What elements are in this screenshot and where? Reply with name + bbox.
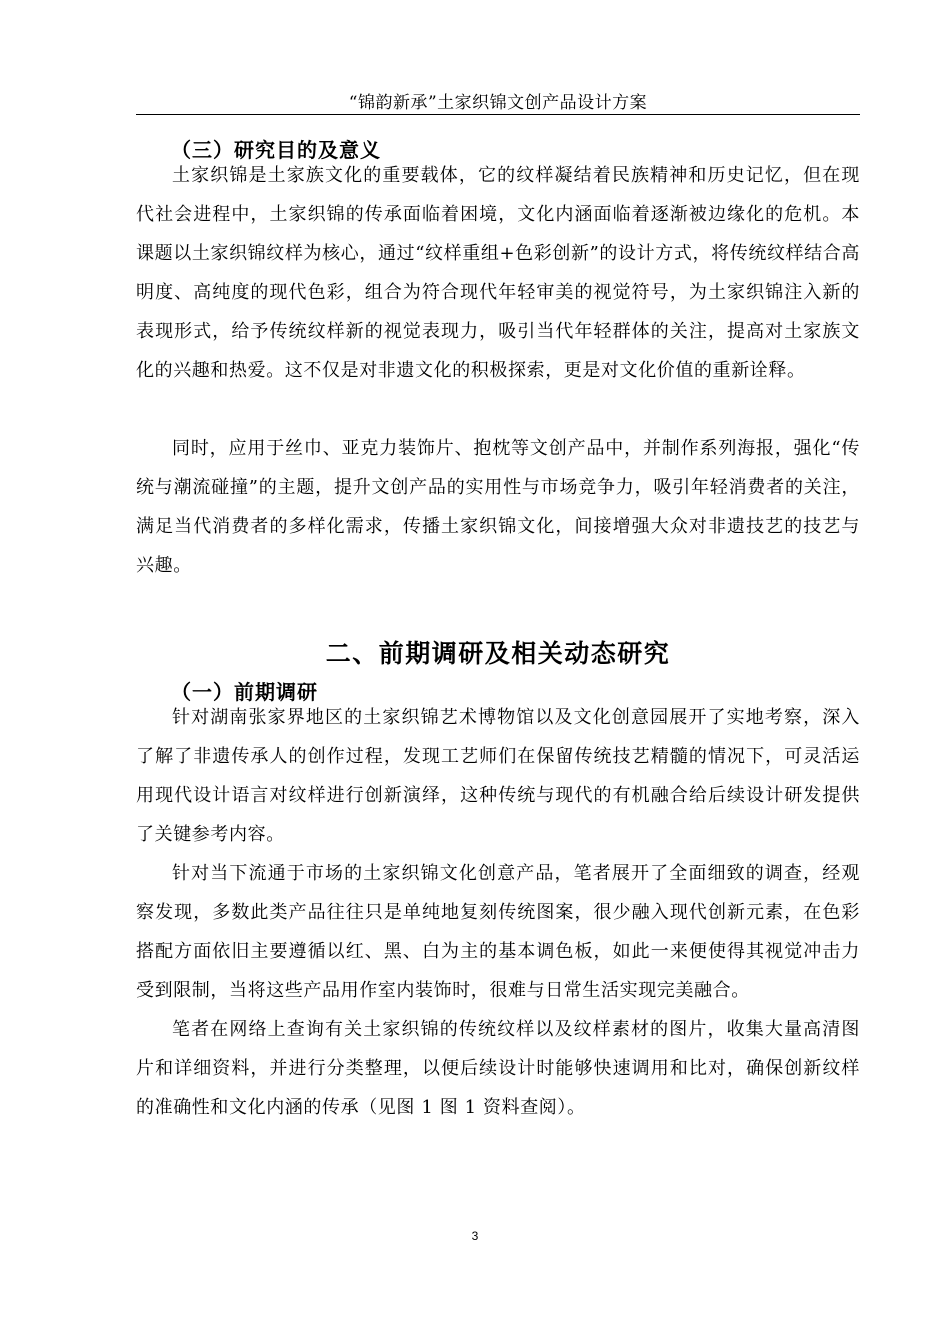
paragraph: 针对当下流通于市场的土家织锦文化创意产品，笔者展开了全面细致的调查，经观察发现，多数此类产品往往只是单纯地复刻传统图案，很少融入现代创新元素，在色彩搭配方面依旧主要遵循以红、黑、白为主的基本调色板，如此一来便使得其视觉冲击力受到限制，当将这些产品用作室内装饰时，很难与日常生活实现完美融合。: [136, 863, 860, 1001]
running-header: “锦韵新承”土家织锦文创产品设计方案: [348, 93, 648, 113]
page-number: 3: [471, 1229, 479, 1243]
paragraph: 土家织锦是土家族文化的重要载体，它的纹样凝结着民族精神和历史记忆，但在现代社会进程中，土家织锦的传承面临着困境，文化内涵面临着逐渐被边缘化的危机。本课题以土家织锦纹样为核心，通过“纹样重组+色彩创新”的设计方式，将传统纹样结合高明度、高纯度的现代色彩，组合为符合现代年轻审美的视觉符号，为土家织锦注入新的表现形式，给予传统纹样新的视觉表现力，吸引当代年轻群体的关注，提高对土家族文化的兴趣和热爱。这不仅是对非遗文化的积极探索，更是对文化价值的重新诠释。: [136, 165, 860, 381]
header-rule: [136, 114, 860, 115]
chapter-heading: 二、前期调研及相关动态研究: [325, 639, 671, 668]
paragraph: 笔者在网络上查询有关土家织锦的传统纹样以及纹样素材的图片，收集大量高清图片和详细资料，并进行分类整理，以便后续设计时能够快速调用和比对，确保创新纹样的准确性和文化内涵的传承（见图 1 图 1 资料查阅）。: [136, 1019, 860, 1118]
section-heading-preliminary-research: （一）前期调研: [171, 680, 318, 704]
section-heading-research-purpose: （三）研究目的及意义: [171, 138, 381, 162]
paragraph: 针对湖南张家界地区的土家织锦艺术博物馆以及文化创意园展开了实地考察，深入了解了非遗传承人的创作过程，发现工艺师们在保留传统技艺精髓的情况下，可灵活运用现代设计语言对纹样进行创新演绎，这种传统与现代的有机融合给后续设计研发提供了关键参考内容。: [136, 707, 860, 845]
paragraph: 同时，应用于丝巾、亚克力装饰片、抱枕等文创产品中，并制作系列海报，强化“传统与潮流碰撞”的主题，提升文创产品的实用性与市场竞争力，吸引年轻消费者的关注，满足当代消费者的多样化需求，传播土家织锦文化，间接增强大众对非遗技艺的技艺与兴趣。: [136, 438, 860, 576]
